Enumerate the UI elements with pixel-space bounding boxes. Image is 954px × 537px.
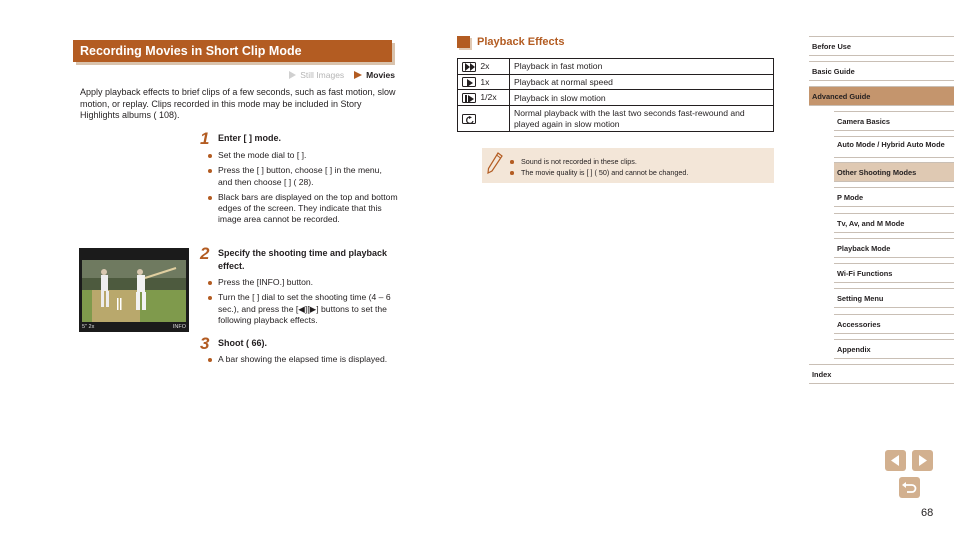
effect-cell	[458, 74, 510, 90]
effect-label: 1/2x	[480, 92, 497, 103]
nav-p-mode[interactable]: P Mode	[834, 187, 954, 207]
camera-screen-photo	[79, 248, 189, 332]
replay-icon	[462, 114, 476, 124]
list-item: Press the [INFO.] button.	[208, 277, 398, 288]
playback-effects-title: Playback Effects	[477, 36, 565, 48]
play-icon	[462, 77, 476, 87]
still-images-arrow-icon	[289, 71, 296, 79]
effect-cell	[458, 106, 510, 132]
slow-play-icon	[462, 93, 476, 103]
effect-label: 1x	[480, 76, 490, 87]
arrow-right-icon	[912, 450, 933, 471]
nav-index[interactable]: Index	[809, 364, 954, 384]
breadcrumb-still-images[interactable]: Still Images	[300, 70, 345, 80]
list-item: Press the [ ] button, choose [ ] in the menu, and then choose [ ] ( 28).	[208, 165, 398, 188]
page-number: 68	[921, 507, 934, 519]
pencil-note-icon	[487, 152, 503, 174]
nav-setting-menu[interactable]: Setting Menu	[834, 288, 954, 308]
nav-advanced-guide[interactable]: Advanced Guide	[809, 86, 954, 106]
effect-description: Playback in slow motion	[510, 90, 774, 106]
table-row	[458, 90, 774, 106]
table-row	[458, 106, 774, 132]
nav-auto-mode[interactable]: Auto Mode / Hybrid Auto Mode	[834, 136, 954, 158]
return-button[interactable]	[899, 477, 920, 498]
list-item: The movie quality is [ ] ( 50) and cannot be changed.	[510, 167, 688, 178]
step-bullets	[208, 277, 398, 330]
table-row	[458, 59, 774, 75]
return-icon	[899, 477, 920, 498]
step-title: Specify the shooting time and playback effect.	[218, 248, 388, 271]
step-bullets	[208, 354, 398, 369]
next-page-button[interactable]	[912, 450, 933, 471]
nav-camera-basics[interactable]: Camera Basics	[834, 111, 954, 131]
step-number: 2	[200, 244, 210, 263]
effect-label: 2x	[480, 61, 490, 71]
playback-effects-heading	[457, 36, 564, 48]
nav-before-use[interactable]: Before Use	[809, 36, 954, 56]
effect-cell	[458, 90, 510, 106]
breadcrumb	[289, 70, 395, 80]
section-square-icon	[457, 36, 470, 48]
list-item: A bar showing the elapsed time is displayed.	[208, 354, 398, 365]
camera-readout-left: 5" 2x	[82, 324, 95, 330]
intro-paragraph: Apply playback effects to brief clips of a few seconds, such as fast motion, slow motion, or replay. Clips recorded in this mode may be included in Story Highlights albums ( 108).	[80, 87, 396, 120]
nav-appendix[interactable]: Appendix	[834, 339, 954, 359]
note-box	[482, 148, 774, 183]
list-item: Turn the [ ] dial to set the shooting time (4 – 6 sec.), and press the [◀][▶] buttons to set the following playback effects.	[208, 292, 398, 326]
step-number: 3	[200, 334, 210, 353]
effect-description: Playback in fast motion	[510, 59, 774, 75]
camera-readout-bar	[79, 323, 189, 332]
step-title: Shoot ( 66).	[218, 338, 267, 348]
step-title: Enter [ ] mode.	[218, 133, 282, 143]
effect-cell	[458, 59, 510, 75]
table-row	[458, 74, 774, 90]
note-list	[510, 156, 688, 178]
effect-description: Playback at normal speed	[510, 74, 774, 90]
step-bullets	[208, 150, 398, 230]
arrow-left-icon	[885, 450, 906, 471]
nav-wifi-functions[interactable]: Wi-Fi Functions	[834, 263, 954, 283]
list-item: Set the mode dial to [ ].	[208, 150, 398, 161]
playback-effects-table	[457, 58, 774, 132]
effect-description: Normal playback with the last two seconds fast-rewound and played again in slow motion	[510, 106, 774, 132]
step-number: 1	[200, 129, 210, 148]
breadcrumb-movies[interactable]: Movies	[366, 70, 395, 80]
nav-other-shooting-modes[interactable]: Other Shooting Modes	[834, 162, 954, 182]
camera-readout-right: INFO	[172, 324, 186, 330]
nav-basic-guide[interactable]: Basic Guide	[809, 61, 954, 81]
list-item: Black bars are displayed on the top and bottom edges of the screen. They indicate that this image area cannot be recorded.	[208, 192, 398, 226]
section-title: Recording Movies in Short Clip Mode	[73, 40, 392, 62]
nav-tv-av-m-mode[interactable]: Tv, Av, and M Mode	[834, 213, 954, 233]
list-item: Sound is not recorded in these clips.	[510, 156, 688, 167]
fast-forward-icon	[462, 62, 476, 72]
cricket-scene-image	[82, 260, 186, 322]
movies-arrow-icon	[354, 71, 362, 79]
previous-page-button[interactable]	[885, 450, 906, 471]
nav-playback-mode[interactable]: Playback Mode	[834, 238, 954, 258]
nav-accessories[interactable]: Accessories	[834, 314, 954, 334]
